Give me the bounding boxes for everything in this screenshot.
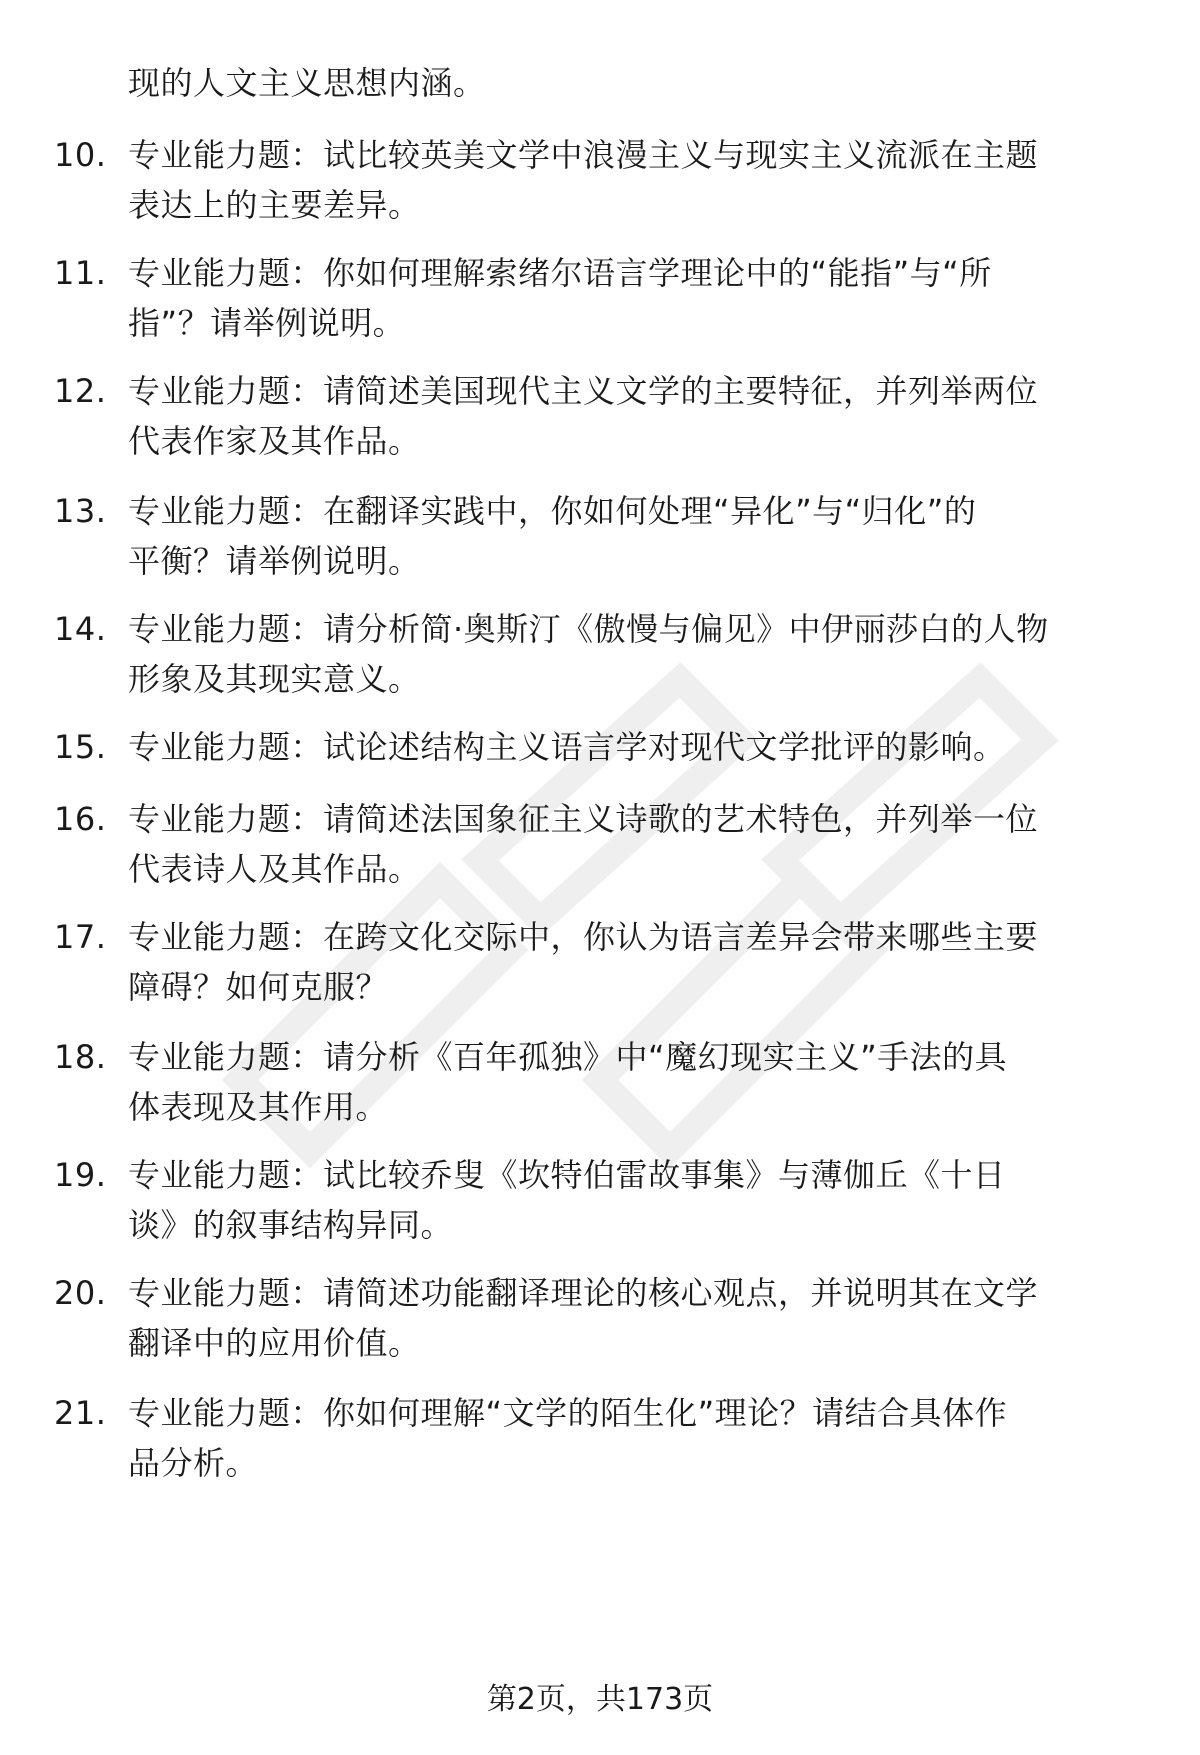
question-number: 15. [54, 728, 107, 766]
question-number: 18. [54, 1038, 107, 1076]
question-text-line: 专业能力题：请分析简·奥斯汀《傲慢与偏见》中伊丽莎白的人物 [128, 610, 1049, 648]
question-text-line: 专业能力题：试比较乔叟《坎特伯雷故事集》与薄伽丘《十日 [128, 1156, 1006, 1194]
question-text [128, 604, 1148, 704]
question-text-line: 专业能力题：请简述法国象征主义诗歌的艺术特色，并列举一位 [128, 800, 1039, 838]
question-number: 11. [54, 254, 107, 292]
question-text-line: 专业能力题：你如何理解“文学的陌生化”理论？请结合具体作 [128, 1394, 1008, 1432]
question-text-line: 障碍？如何克服？ [128, 968, 389, 1006]
question-text [128, 1032, 1148, 1132]
question-text-line: 体表现及其作用。 [128, 1088, 389, 1126]
question-number: 13. [54, 492, 107, 530]
question-text-line: 专业能力题：请分析《百年孤独》中“魔幻现实主义”手法的具 [128, 1038, 1008, 1076]
question-text [128, 1388, 1148, 1488]
question-text [128, 130, 1148, 230]
question-text-line: 平衡？请举例说明。 [128, 542, 421, 580]
question-text [128, 1150, 1148, 1250]
question-number: 21. [54, 1394, 107, 1432]
question-text-line: 专业能力题：请简述功能翻译理论的核心观点，并说明其在文学 [128, 1274, 1039, 1312]
question-number: 14. [54, 610, 107, 648]
question-text-line: 专业能力题：在翻译实践中，你如何处理“异化”与“归化”的 [128, 492, 977, 530]
question-text-line: 翻译中的应用价值。 [128, 1324, 421, 1362]
question-text [128, 722, 1148, 772]
question-text [128, 1268, 1148, 1368]
question-text-line: 专业能力题：试比较英美文学中浪漫主义与现实主义流派在主题 [128, 136, 1039, 174]
question-text [128, 794, 1148, 894]
page-footer: 第2页，共173页 [486, 1682, 714, 1717]
question-text-line: 谈》的叙事结构异同。 [128, 1206, 454, 1244]
question-text-line: 品分析。 [128, 1444, 259, 1482]
question-number: 16. [54, 800, 107, 838]
question-text [128, 912, 1148, 1012]
question-text [128, 366, 1148, 466]
question-text-line: 代表诗人及其作品。 [128, 850, 421, 888]
question-text [128, 486, 1148, 586]
question-text-line: 专业能力题：请简述美国现代主义文学的主要特征，并列举两位 [128, 372, 1039, 410]
question-number: 19. [54, 1156, 107, 1194]
question-text-line: 形象及其现实意义。 [128, 660, 421, 698]
question-text-line: 指”？请举例说明。 [128, 304, 406, 342]
question-text-line: 专业能力题：你如何理解索绪尔语言学理论中的“能指”与“所 [128, 254, 992, 292]
question-text-line: 代表作家及其作品。 [128, 422, 421, 460]
question-number: 17. [54, 918, 107, 956]
question-number: 10. [54, 136, 107, 174]
question-text-line: 专业能力题：在跨文化交际中，你认为语言差异会带来哪些主要 [128, 918, 1039, 956]
question-number: 20. [54, 1274, 107, 1312]
question-text-line: 专业能力题：试论述结构主义语言学对现代文学批评的影响。 [128, 728, 1006, 766]
continued-paragraph: 现的人文主义思想内涵。 [128, 64, 486, 102]
question-text [128, 248, 1148, 348]
question-number: 12. [54, 372, 107, 410]
question-text-line: 表达上的主要差异。 [128, 186, 421, 224]
